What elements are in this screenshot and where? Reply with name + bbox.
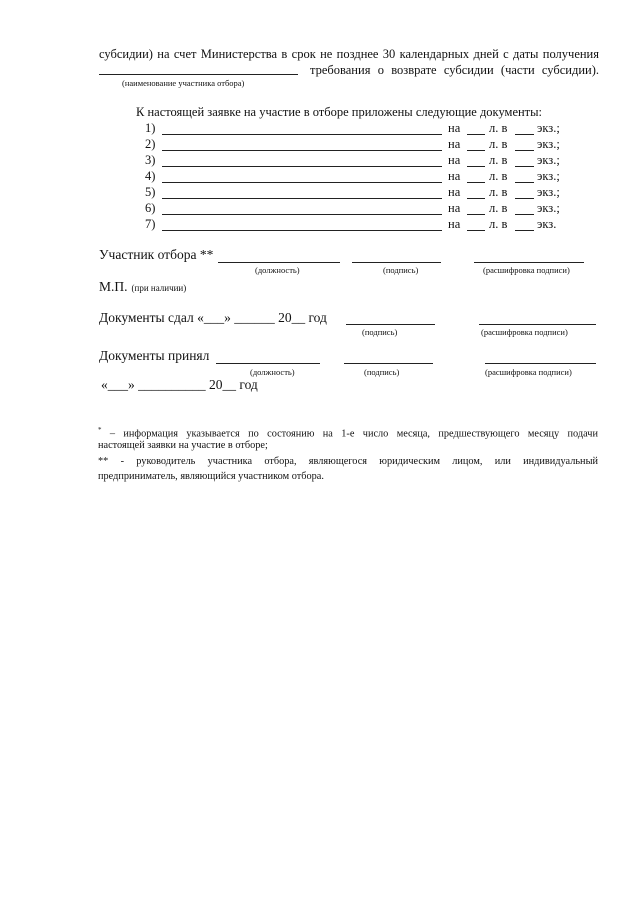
document-copies-label: экз.; <box>537 137 560 151</box>
footnote-1-continued: настоящей заявки на участие в отборе; <box>98 440 268 451</box>
document-copies-field[interactable] <box>515 198 534 199</box>
document-copies-label: экз.; <box>537 153 560 167</box>
participant-position-field[interactable] <box>218 262 340 263</box>
document-sheets-label: л. в <box>489 217 508 231</box>
stamp-place <box>99 278 186 296</box>
document-na-label: на <box>448 185 461 199</box>
submitted-signature-caption: (подпись) <box>362 327 398 337</box>
document-copies-field[interactable] <box>515 134 534 135</box>
document-row <box>0 153 640 169</box>
document-row <box>0 217 640 233</box>
participant-decode-caption: (расшифровка подписи) <box>483 265 570 275</box>
document-copies-label: экз.; <box>537 121 560 135</box>
document-number: 3) <box>145 153 156 167</box>
documents-intro: К настоящей заявке на участие в отборе приложены следующие документы: <box>136 105 543 119</box>
accepted-label: Документы принял <box>99 348 210 363</box>
document-sheets-label: л. в <box>489 169 508 183</box>
document-name-field[interactable] <box>162 182 442 183</box>
document-name-field[interactable] <box>162 214 442 215</box>
document-number: 7) <box>145 217 156 231</box>
document-row <box>0 121 640 137</box>
accepted-date: «___» __________ 20__ год <box>101 377 258 392</box>
document-sheets-field[interactable] <box>467 166 485 167</box>
document-name-field[interactable] <box>162 150 442 151</box>
submitted-decode-caption: (расшифровка подписи) <box>481 327 568 337</box>
document-na-label: на <box>448 121 461 135</box>
document-name-field[interactable] <box>162 230 442 231</box>
stamp-note: (при наличии) <box>131 283 187 293</box>
document-copies-field[interactable] <box>515 214 534 215</box>
document-sheets-field[interactable] <box>467 230 485 231</box>
participant-signature-field[interactable] <box>352 262 441 263</box>
document-sheets-label: л. в <box>489 121 508 135</box>
document-sheets-field[interactable] <box>467 214 485 215</box>
footnote-2-continued: предприниматель, являющийся участником отбора. <box>98 471 324 482</box>
document-sheets-field[interactable] <box>467 134 485 135</box>
document-copies-field[interactable] <box>515 230 534 231</box>
document-sheets-field[interactable] <box>467 198 485 199</box>
document-name-field[interactable] <box>162 198 442 199</box>
stamp-label: М.П. <box>99 279 128 294</box>
document-name-field[interactable] <box>162 134 442 135</box>
document-copies-field[interactable] <box>515 182 534 183</box>
footnote-1-text: – информация указывается по состоянию на 1-е число месяца, предшествующего месяцу подачи <box>101 428 598 440</box>
submitted-decode-field[interactable] <box>479 324 596 325</box>
document-number: 2) <box>145 137 156 151</box>
document-na-label: на <box>448 217 461 231</box>
document-sheets-field[interactable] <box>467 182 485 183</box>
top-paragraph-line-2: требования о возврате субсидии (части субсидии). <box>310 63 599 77</box>
document-copies-label: экз.; <box>537 185 560 199</box>
participant-name-caption: (наименование участника отбора) <box>122 78 245 88</box>
document-sheets-label: л. в <box>489 201 508 215</box>
accepted-decode-caption: (расшифровка подписи) <box>485 367 572 377</box>
footnote-2 <box>98 454 598 469</box>
participant-name-field[interactable] <box>99 74 298 75</box>
participant-position-caption: (должность) <box>255 265 300 275</box>
document-copies-label: экз. <box>537 217 557 231</box>
document-na-label: на <box>448 137 461 151</box>
participant-signature-caption: (подпись) <box>383 265 419 275</box>
footnote-2-mark: ** <box>98 456 109 467</box>
document-copies-label: экз.; <box>537 201 560 215</box>
document-number: 5) <box>145 185 156 199</box>
participant-label: Участник отбора ** <box>99 247 214 262</box>
document-row <box>0 137 640 153</box>
document-name-field[interactable] <box>162 166 442 167</box>
accepted-signature-field[interactable] <box>344 363 433 364</box>
participant-decode-field[interactable] <box>474 262 584 263</box>
document-na-label: на <box>448 201 461 215</box>
top-paragraph-line-1: субсидии) на счет Министерства в срок не позднее 30 календарных дней с даты получения <box>99 47 599 61</box>
footnote-1-mark: * <box>98 426 102 434</box>
document-sheets-label: л. в <box>489 153 508 167</box>
document-number: 1) <box>145 121 156 135</box>
document-sheets-field[interactable] <box>467 150 485 151</box>
document-row <box>0 169 640 185</box>
document-copies-field[interactable] <box>515 166 534 167</box>
accepted-decode-field[interactable] <box>485 363 596 364</box>
document-number: 6) <box>145 201 156 215</box>
document-sheets-label: л. в <box>489 137 508 151</box>
accepted-position-caption: (должность) <box>250 367 295 377</box>
submitted-label: Документы сдал «___» ______ 20__ год <box>99 310 327 325</box>
submitted-signature-field[interactable] <box>346 324 435 325</box>
document-row <box>0 185 640 201</box>
footnote-2-text: - руководитель участника отбора, являющегося юридическим лицом, или индивидуальный <box>108 456 598 467</box>
document-na-label: на <box>448 153 461 167</box>
document-na-label: на <box>448 169 461 183</box>
document-copies-field[interactable] <box>515 150 534 151</box>
document-sheets-label: л. в <box>489 185 508 199</box>
document-copies-label: экз.; <box>537 169 560 183</box>
accepted-signature-caption: (подпись) <box>364 367 400 377</box>
document-row <box>0 201 640 217</box>
document-number: 4) <box>145 169 156 183</box>
accepted-position-field[interactable] <box>216 363 320 364</box>
